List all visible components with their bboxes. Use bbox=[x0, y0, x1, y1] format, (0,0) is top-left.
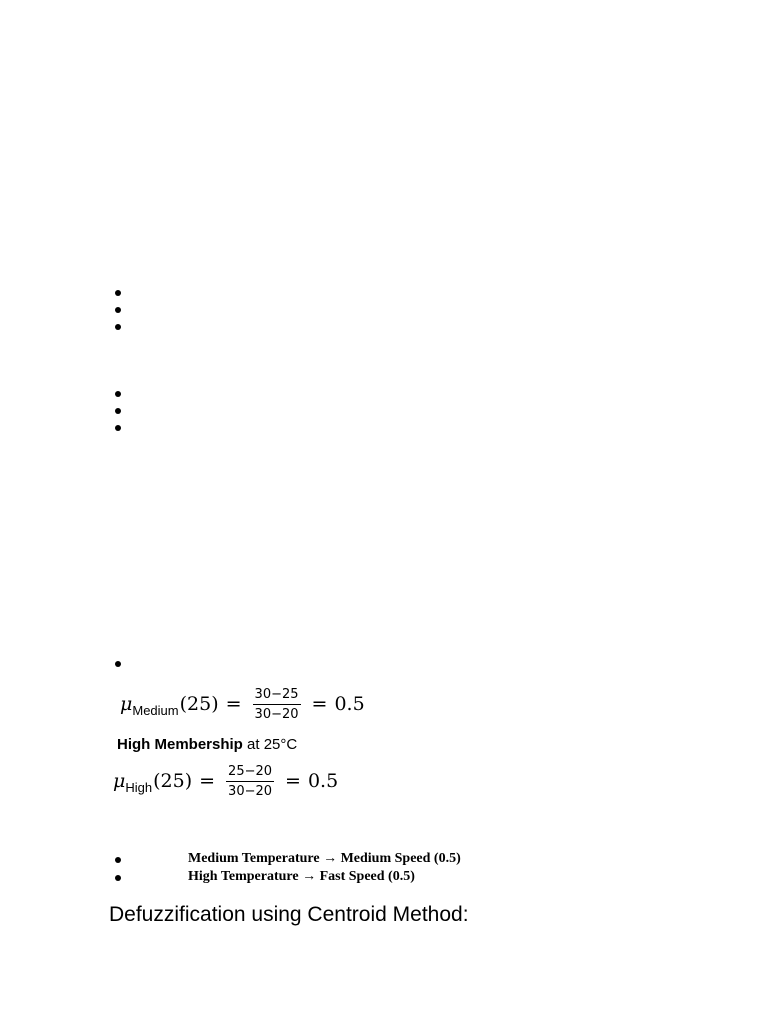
rule-item-medium: Medium Temperature → Medium Speed (0.5) bbox=[188, 851, 461, 866]
fraction bbox=[253, 688, 301, 721]
fraction-denominator: 30−20 bbox=[254, 707, 299, 722]
bullet-marker bbox=[115, 391, 121, 397]
high-membership-rest: at 25°C bbox=[242, 736, 298, 753]
equation-argument: (25) bbox=[179, 693, 219, 715]
bullet-marker bbox=[115, 875, 121, 881]
equation-medium-membership bbox=[120, 688, 365, 721]
section-heading: Defuzzification using Centroid Method: bbox=[109, 903, 469, 926]
high-membership-label bbox=[117, 736, 297, 753]
equation-result: 0.5 bbox=[307, 770, 339, 792]
bullet-marker bbox=[115, 307, 121, 313]
rule-item-high: High Temperature → Fast Speed (0.5) bbox=[188, 869, 415, 884]
mu-symbol: μ bbox=[120, 693, 133, 715]
bullet-marker bbox=[115, 324, 121, 330]
bullet-marker bbox=[115, 661, 121, 667]
equals-sign: = bbox=[199, 770, 216, 792]
equation-subscript: Medium bbox=[132, 703, 179, 718]
fraction-numerator: 30−25 bbox=[253, 688, 301, 705]
equals-sign: = bbox=[225, 693, 242, 715]
bullet-marker bbox=[115, 857, 121, 863]
fraction-denominator: 30−20 bbox=[228, 784, 273, 799]
equation-argument: (25) bbox=[153, 770, 193, 792]
high-membership-bold: High Membership bbox=[117, 736, 243, 753]
fraction bbox=[226, 765, 274, 798]
bullet-marker bbox=[115, 425, 121, 431]
fraction-numerator: 25−20 bbox=[226, 765, 274, 782]
equals-sign: = bbox=[311, 693, 328, 715]
bullet-marker bbox=[115, 290, 121, 296]
equation-high-membership bbox=[113, 765, 338, 798]
mu-symbol: μ bbox=[113, 770, 126, 792]
bullet-marker bbox=[115, 408, 121, 414]
equation-result: 0.5 bbox=[334, 693, 365, 715]
equation-subscript: High bbox=[125, 780, 153, 795]
equals-sign: = bbox=[285, 770, 301, 792]
